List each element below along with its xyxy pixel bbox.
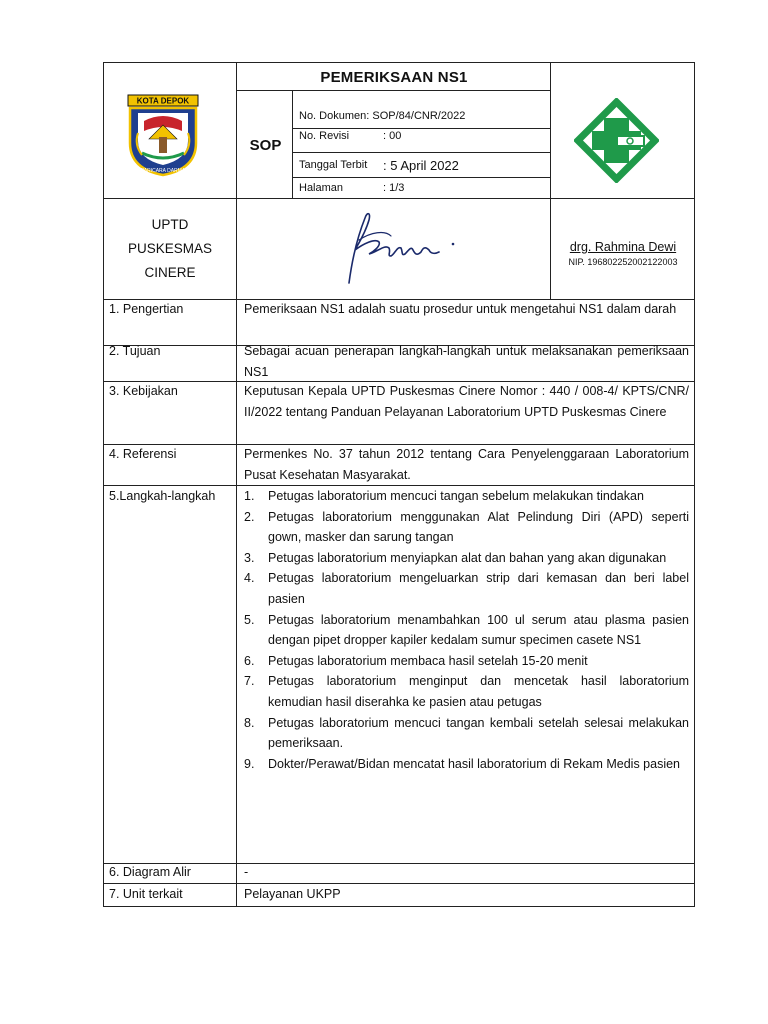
meta-label: No. Revisi bbox=[299, 130, 350, 142]
list-item bbox=[244, 610, 689, 651]
handwritten-signature bbox=[239, 198, 549, 299]
step-text: Petugas laboratorium menginput dan mencetak hasil laboratorium kemudian hasil diserahka ke pasien atau petugas bbox=[268, 674, 689, 709]
page-title: PEMERIKSAAN NS1 bbox=[320, 68, 468, 86]
org-line: CINERE bbox=[144, 264, 196, 280]
row-content-pengertian: Pemeriksaan NS1 adalah suatu prosedur untuk mengetahui NS1 dalam darah bbox=[244, 302, 677, 316]
meta-value: : 5 April 2022 bbox=[383, 157, 459, 173]
step-number: 9. bbox=[244, 756, 255, 771]
organization-name bbox=[104, 198, 236, 299]
signature-row bbox=[103, 198, 695, 300]
row-content-unit: Pelayanan UKPP bbox=[244, 887, 341, 901]
step-number: 5. bbox=[244, 612, 255, 627]
kota-depok-logo bbox=[124, 93, 202, 177]
logo-motto-text: PARICARA DARMA bbox=[140, 168, 186, 174]
step-number: 8. bbox=[244, 715, 255, 730]
sop-header bbox=[103, 62, 695, 199]
row-label-kebijakan: 3. Kebijakan bbox=[109, 384, 178, 398]
meta-value: : 00 bbox=[383, 130, 402, 142]
step-number: 7. bbox=[244, 674, 255, 689]
list-item bbox=[244, 713, 689, 754]
logo-city-text: KOTA DEPOK bbox=[136, 96, 190, 106]
doctor-name: drg. Rahmina Dewi bbox=[569, 240, 677, 254]
list-item bbox=[244, 651, 689, 672]
step-number: 4. bbox=[244, 571, 255, 586]
step-text: Petugas laboratorium menggunakan Alat Pelindung Diri (APD) seperti gown, masker dan sarung tangan bbox=[268, 509, 689, 545]
list-item bbox=[244, 568, 689, 609]
step-number: 1. bbox=[244, 489, 255, 503]
row-label-referensi: 4. Referensi bbox=[109, 447, 177, 461]
meta-value: : 1/3 bbox=[383, 182, 405, 194]
row-label-diagram: 6. Diagram Alir bbox=[109, 865, 191, 879]
step-text: Petugas laboratorium menyiapkan alat dan bahan yang akan digunakan bbox=[268, 550, 667, 565]
divider bbox=[236, 198, 237, 299]
list-item bbox=[244, 507, 689, 548]
step-text: Dokter/Perawat/Bidan mencatat hasil laboratorium di Rekam Medis pasien bbox=[268, 756, 680, 771]
sop-label: SOP bbox=[249, 136, 282, 154]
row-label-unit: 7. Unit terkait bbox=[109, 887, 183, 901]
row-content-diagram: - bbox=[244, 865, 249, 879]
divider bbox=[236, 299, 237, 906]
meta-revision bbox=[299, 125, 549, 147]
signatory bbox=[550, 198, 696, 299]
step-number: 3. bbox=[244, 550, 255, 565]
step-text: Petugas laboratorium mengeluarkan strip dari kemasan dan beri label pasien bbox=[268, 571, 689, 606]
list-item bbox=[244, 671, 689, 712]
row-content-referensi: Permenkes No. 37 tahun 2012 tentang Cara Penyelenggaraan Laboratorium Pusat Kesehatan Masyarakat. bbox=[244, 447, 689, 482]
divider bbox=[550, 63, 551, 199]
row-content-kebijakan: Keputusan Kepala UPTD Puskesmas Cinere Nomor : 440 / 008-4/ KPTS/CNR/ II/2022 tentang Panduan Pelayanan Laboratorium UPTD Puskesmas Cinere bbox=[244, 384, 689, 419]
divider bbox=[236, 63, 237, 199]
step-text: Petugas laboratorium membaca hasil setelah 15-20 menit bbox=[268, 653, 588, 668]
puskesmas-logo bbox=[574, 98, 659, 183]
org-line: UPTD bbox=[151, 216, 189, 232]
signature-area bbox=[239, 198, 549, 299]
org-line: PUSKESMAS bbox=[127, 240, 213, 256]
list-item bbox=[244, 548, 689, 569]
row-label-langkah: 5.Langkah-langkah bbox=[109, 489, 216, 503]
row-content-langkah bbox=[244, 486, 689, 774]
steps-list bbox=[244, 486, 689, 774]
list-item bbox=[244, 486, 689, 507]
meta-label: Halaman bbox=[299, 182, 344, 194]
step-text: Petugas laboratorium menambahkan 100 ul serum atau plasma pasien dengan pipet dropper kapiler kedalam sumur specimen casete NS1 bbox=[268, 612, 689, 648]
doctor-nip: NIP. 196802252002122003 bbox=[568, 257, 678, 267]
step-number: 6. bbox=[244, 653, 255, 668]
sop-body-table bbox=[103, 299, 695, 907]
row-content-tujuan: Sebagai acuan penerapan langkah-langkah untuk melaksanakan pemeriksaan NS1 bbox=[244, 344, 689, 379]
meta-value: : SOP/84/CNR/2022 bbox=[366, 110, 466, 122]
meta-label: No. Dokumen bbox=[299, 110, 367, 122]
meta-label: Tanggal Terbit bbox=[299, 159, 368, 171]
meta-page bbox=[299, 177, 549, 199]
meta-issue-date bbox=[299, 153, 549, 177]
divider bbox=[292, 91, 293, 199]
list-item bbox=[244, 754, 689, 775]
step-text: Petugas laboratorium mencuci tangan kembali setelah selesai melakukan pemeriksaan. bbox=[268, 715, 689, 751]
row-label-tujuan: 2. Tujuan bbox=[109, 344, 161, 358]
step-number: 2. bbox=[244, 509, 255, 524]
step-text: Petugas laboratorium mencuci tangan sebelum melakukan tindakan bbox=[268, 489, 644, 503]
row-label-pengertian: 1. Pengertian bbox=[109, 302, 184, 316]
